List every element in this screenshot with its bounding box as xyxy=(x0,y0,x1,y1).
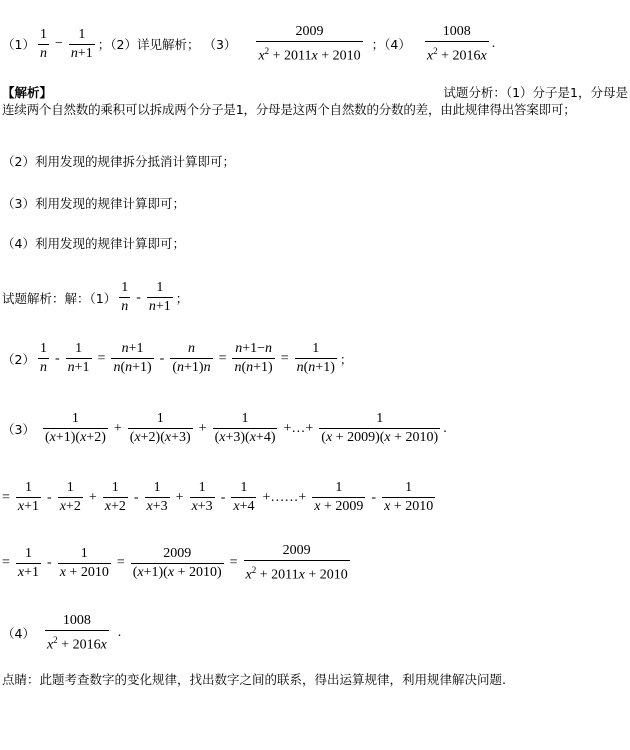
sol3e-7: $\frac{1}{x + 2009}$ xyxy=(314,480,364,514)
sol4-label: （4） xyxy=(2,626,35,642)
sol3e-5: $\frac{1}{x+3}$ xyxy=(191,480,213,514)
solution-2: （2） $\frac{1}{n}$ - $\frac{1}{n+1}$ = $\frac{n+1}{n(n+1)}$ - $\frac{n}{(n+1)n}$ = $\frac{n+1-n}{n(n+1)}$ = $\frac{1}{n(n+1)}$ ； xyxy=(2,341,353,375)
solution-3-sum: （3） $\frac{1}{(x+1)(x+2)}$ + $\frac{1}{(x+2)(x+3)}$ + $\frac{1}{(x+3)(x+4)}$ +…+ $\frac{1}{(x + 2009)(x + 2010)}$ . xyxy=(2,411,447,445)
solution-4: （4） $\frac{1008}{x^2 + 2016x}$ . xyxy=(2,613,122,653)
solution-3-expanded: = $\frac{1}{x+1}$ - $\frac{1}{x+2}$ + $\frac{1}{x+2}$ - $\frac{1}{x+3}$ + $\frac{1}{x+3}$ - $\frac{1}{x+4}$ +……+ $\frac{1}{x + 2009}$ - $\frac{1}{x + 2010}$ xyxy=(2,480,434,514)
solution-3-result: = $\frac{1}{x+1}$ - $\frac{1}{x + 2010}$ = $\frac{2009}{(x+1)(x + 2010)}$ = $\frac{2009}{x^2 + 2011x + 2010}$ xyxy=(2,543,348,583)
sol1-fraction-a: $\frac{1}{n}$ xyxy=(121,280,129,314)
answer-label-1: （1） xyxy=(2,37,35,53)
sol2-frac-3: $\frac{n+1}{n(n+1)}$ xyxy=(113,341,152,375)
sol3r-3: $\frac{2009}{(x+1)(x + 2010)}$ xyxy=(132,545,222,580)
sol3-term-last: $\frac{1}{(x + 2009)(x + 2010)}$ xyxy=(321,411,439,445)
sol3e-1: $\frac{1}{x+1}$ xyxy=(17,480,40,514)
analysis-line-1: 连续两个自然数的乘积可以拆成两个分子是1，分母是这两个自然数的分数的差，由此规律得出答案即可； xyxy=(2,102,576,117)
sol2-label: （2） xyxy=(2,351,35,367)
sol3-term-1: $\frac{1}{(x+1)(x+2)}$ xyxy=(44,411,106,445)
answer-fraction-3: $\frac{2009}{x^2 + 2011x + 2010}$ xyxy=(258,24,361,64)
sol3-label: （3） xyxy=(2,421,35,437)
sol3r-4: $\frac{2009}{x^2 + 2011x + 2010}$ xyxy=(245,543,348,583)
sol1-fraction-b: $\frac{1}{n+1}$ xyxy=(148,280,171,314)
sol2-frac-4: $\frac{n}{(n+1)n}$ xyxy=(172,341,211,375)
answer-fraction-4: $\frac{1008}{x^2 + 2016x}$ xyxy=(426,24,487,64)
answer-label-3: （3） xyxy=(203,37,237,53)
solution-label: 试题解析：解：（1） xyxy=(2,290,117,306)
fraction-1-over-n-plus-1: $\frac{1}{n+1}$ xyxy=(70,26,93,61)
solution-1: 试题解析：解：（1） $\frac{1}{n}$ - $\frac{1}{n+1}$ ； xyxy=(2,280,189,314)
sol2-frac-1: $\frac{1}{n}$ xyxy=(39,341,47,375)
sol2-frac-5: $\frac{n+1-n}{n(n+1)}$ xyxy=(234,341,273,375)
sol3-term-3: $\frac{1}{(x+3)(x+4)}$ xyxy=(214,411,276,445)
sol3e-6: $\frac{1}{x+4}$ xyxy=(233,480,255,514)
analysis-step-3: （3）利用发现的规律计算即可； xyxy=(2,196,185,211)
answer-line: （1） $\frac{1}{n}$ − $\frac{1}{n+1}$ ；（2） 详见解析； （3） $\frac{2009}{x^2 + 2011x + 2010}$ ；（4） $\frac{1008}{x^2 + 2016x}$ . xyxy=(2,24,496,64)
sol3e-3: $\frac{1}{x+2}$ xyxy=(104,480,126,514)
analysis-header: 【解析】 xyxy=(2,85,53,100)
sol3r-1: $\frac{1}{x+1}$ xyxy=(17,545,40,580)
sol3r-2: $\frac{1}{x + 2010}$ xyxy=(59,545,109,580)
sol3e-4: $\frac{1}{x+3}$ xyxy=(146,480,168,514)
answer-label-2: ；（2） xyxy=(97,37,137,53)
answer-end: . xyxy=(491,36,496,52)
analysis-step-2: （2）利用发现的规律拆分抵消计算即可； xyxy=(2,154,235,169)
sol3e-2: $\frac{1}{x+2}$ xyxy=(59,480,81,514)
analysis-header-row xyxy=(2,83,628,101)
answer-text-2: 详见解析； xyxy=(136,37,200,53)
analysis-trial-label: 试题分析：（1）分子是1，分母是 xyxy=(443,85,628,100)
analysis-step-4: （4）利用发现的规律计算即可； xyxy=(2,236,185,251)
comment-text: 点睛：此题考查数字的变化规律，找出数字之间的联系，得出运算规律，利用规律解决问题. xyxy=(2,672,506,687)
sol2-frac-2: $\frac{1}{n+1}$ xyxy=(67,341,90,375)
sol3e-8: $\frac{1}{x + 2010}$ xyxy=(384,480,434,514)
fraction-1-over-n: $\frac{1}{n}$ xyxy=(39,26,47,61)
sol2-frac-6: $\frac{1}{n(n+1)}$ xyxy=(296,341,335,375)
sol4-fraction: $\frac{1008}{x^2 + 2016x}$ xyxy=(46,613,107,653)
sol3-term-2: $\frac{1}{(x+2)(x+3)}$ xyxy=(129,411,191,445)
answer-label-4: ；（4） xyxy=(371,37,411,53)
